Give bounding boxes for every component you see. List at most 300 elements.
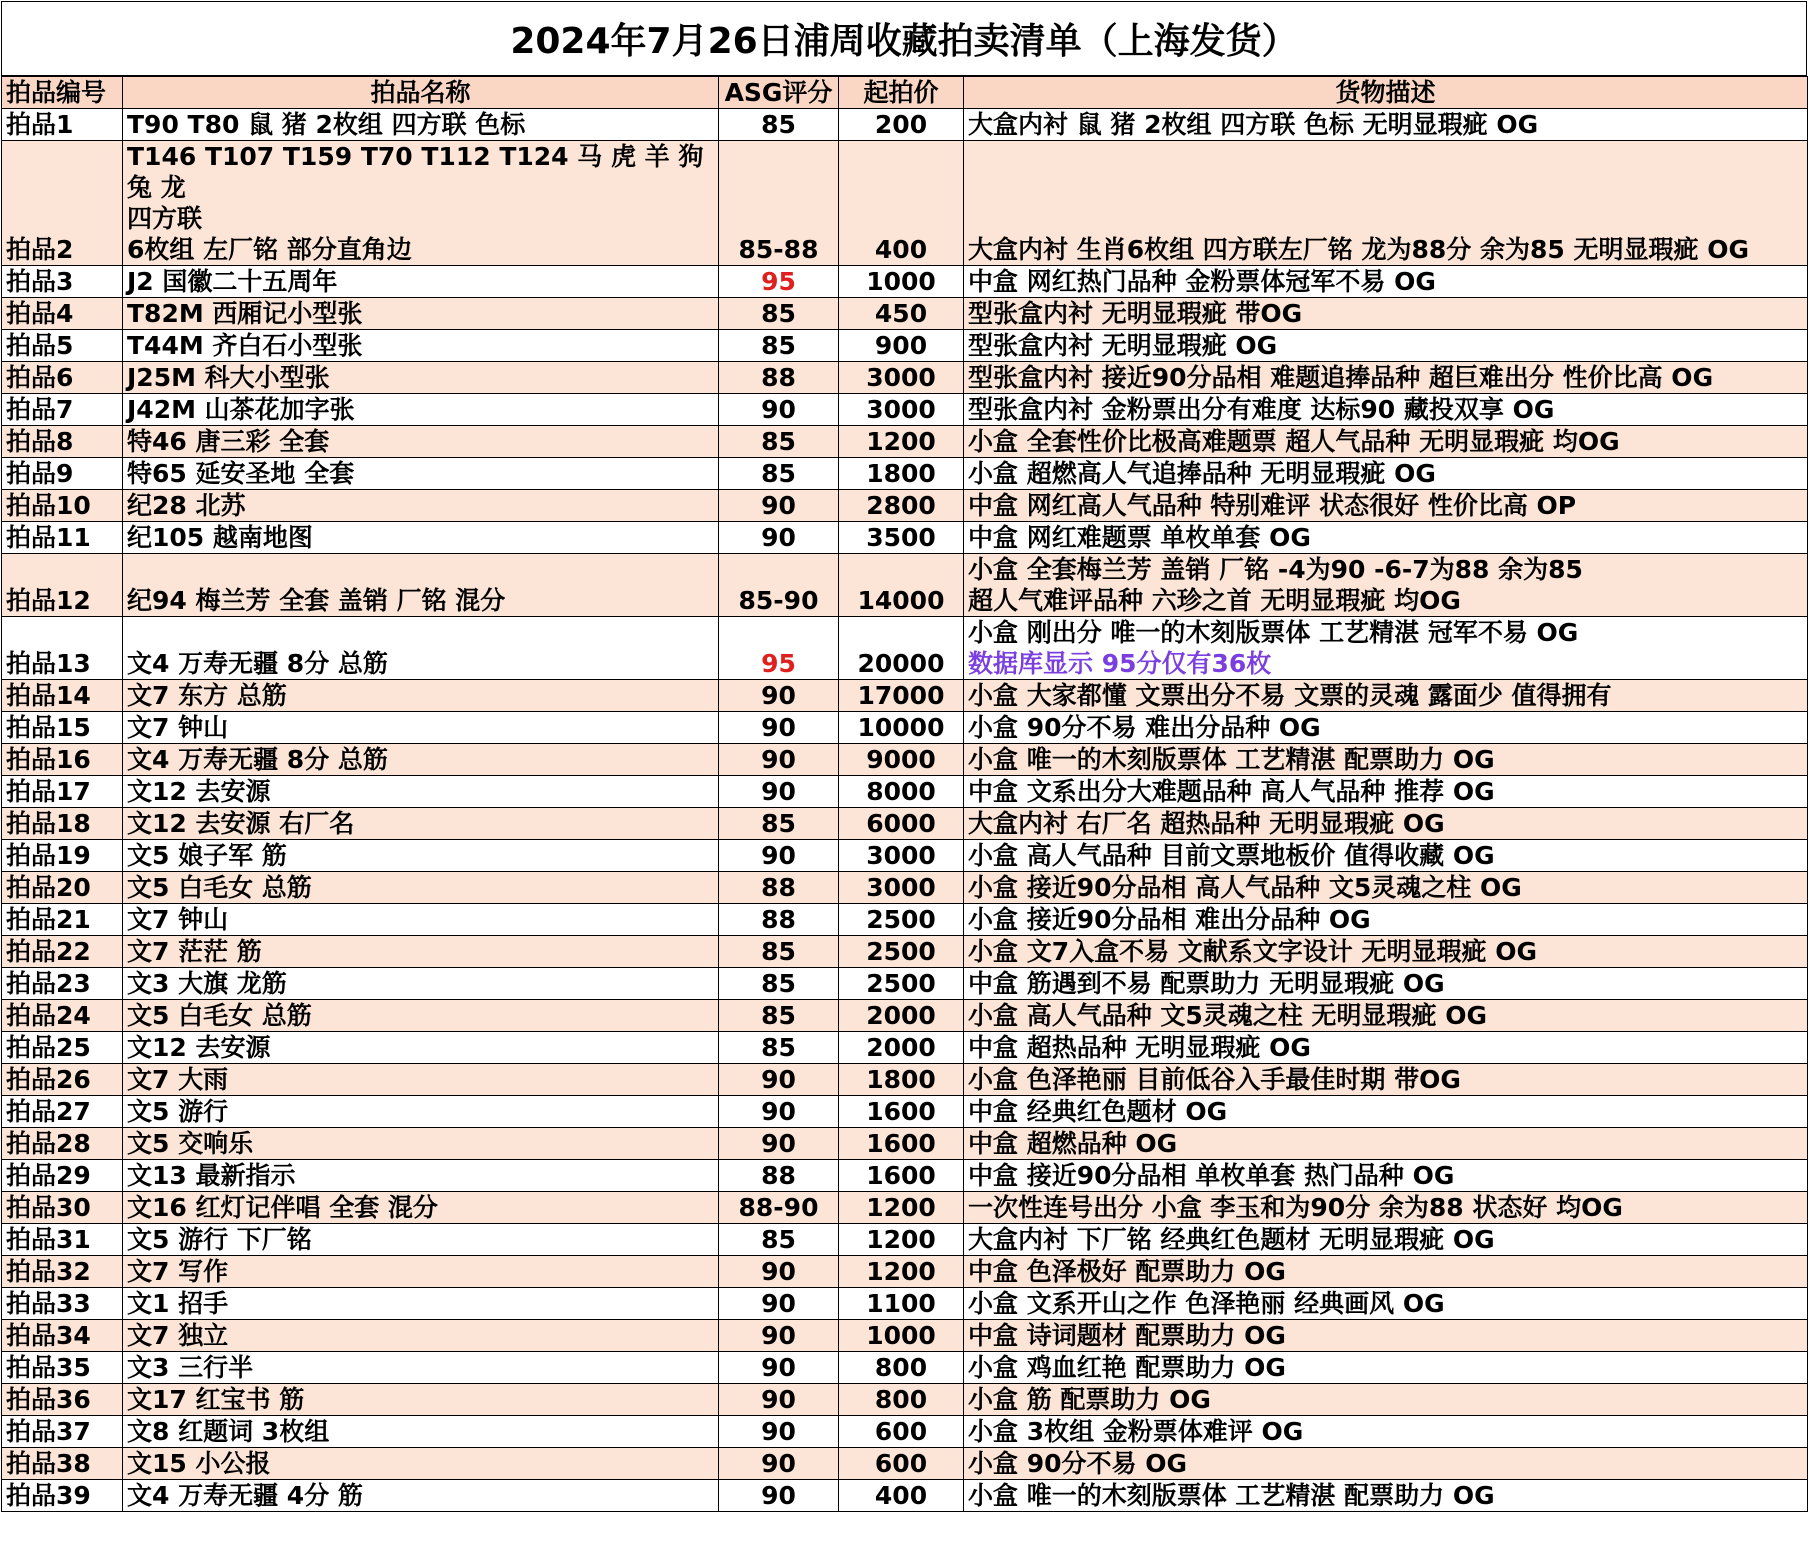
lot-number-cell: 拍品4 <box>2 298 123 330</box>
lot-number-cell: 拍品16 <box>2 744 123 776</box>
description-line: 小盒 接近90分品相 难出分品种 OG <box>968 905 1371 934</box>
description-line: 小盒 3枚组 金粉票体难评 OG <box>968 1417 1304 1446</box>
description-line: 小盒 超燃高人气追捧品种 无明显瑕疵 OG <box>968 459 1436 488</box>
asg-score-cell: 85 <box>719 808 839 840</box>
description-line: 小盒 大家都懂 文票出分不易 文票的灵魂 露面少 值得拥有 <box>968 681 1612 710</box>
lot-number-cell: 拍品15 <box>2 712 123 744</box>
asg-score-cell: 88 <box>719 904 839 936</box>
start-price-cell: 2000 <box>839 1032 964 1064</box>
lot-name-cell <box>123 362 719 394</box>
start-price-cell: 20000 <box>839 617 964 680</box>
lot-name-line: T44M 齐白石小型张 <box>127 331 363 360</box>
start-price-cell: 1100 <box>839 1288 964 1320</box>
table-row <box>2 330 1808 362</box>
lot-name-line: 文1 招手 <box>127 1289 229 1318</box>
asg-score-cell: 90 <box>719 1416 839 1448</box>
asg-score-cell: 90 <box>719 1096 839 1128</box>
table-row <box>2 744 1808 776</box>
table-row <box>2 458 1808 490</box>
start-price-cell: 1600 <box>839 1096 964 1128</box>
start-price-cell: 1600 <box>839 1128 964 1160</box>
lot-number-cell: 拍品10 <box>2 490 123 522</box>
description-cell <box>964 712 1808 744</box>
lot-name-cell <box>123 554 719 617</box>
lot-name-cell <box>123 904 719 936</box>
lot-name-line: 文16 红灯记伴唱 全套 混分 <box>127 1193 438 1222</box>
header-lot-name: 拍品名称 <box>123 77 719 109</box>
table-row <box>2 141 1808 266</box>
description-line: 中盒 接近90分品相 单枚单套 热门品种 OG <box>968 1161 1455 1190</box>
asg-score-cell: 90 <box>719 1288 839 1320</box>
table-row <box>2 936 1808 968</box>
table-row <box>2 1032 1808 1064</box>
start-price-cell: 800 <box>839 1384 964 1416</box>
start-price-cell: 800 <box>839 1352 964 1384</box>
lot-name-line: 文5 白毛女 总筋 <box>127 873 312 902</box>
start-price-cell: 2800 <box>839 490 964 522</box>
asg-score-cell: 90 <box>719 712 839 744</box>
asg-score-cell: 85-90 <box>719 554 839 617</box>
header-row <box>2 77 1808 109</box>
table-row <box>2 840 1808 872</box>
lot-name-cell <box>123 936 719 968</box>
table-row <box>2 1416 1808 1448</box>
start-price-cell: 1200 <box>839 1192 964 1224</box>
lot-name-line: 文7 钟山 <box>127 713 229 742</box>
asg-score-cell: 85 <box>719 330 839 362</box>
sheet-title: 2024年7月26日浦周收藏拍卖清单（上海发货） <box>1 1 1807 76</box>
description-line: 超人气难评品种 六珍之首 无明显瑕疵 均OG <box>968 586 1461 615</box>
description-cell <box>964 840 1808 872</box>
description-line: 一次性连号出分 小盒 李玉和为90分 余为88 状态好 均OG <box>968 1193 1623 1222</box>
lot-name-cell <box>123 1192 719 1224</box>
asg-score-cell: 85 <box>719 458 839 490</box>
lot-name-cell <box>123 1064 719 1096</box>
lot-name-line: 文3 大旗 龙筋 <box>127 969 287 998</box>
lot-name-line: 纪28 北苏 <box>127 491 246 520</box>
description-line: 小盒 90分不易 OG <box>968 1449 1187 1478</box>
description-cell <box>964 458 1808 490</box>
lot-name-line: 文15 小公报 <box>127 1449 271 1478</box>
lot-name-line: 文3 三行半 <box>127 1353 254 1382</box>
lot-name-line: 文7 独立 <box>127 1321 229 1350</box>
start-price-cell: 1000 <box>839 266 964 298</box>
start-price-cell: 2500 <box>839 936 964 968</box>
lot-number-cell: 拍品26 <box>2 1064 123 1096</box>
lot-name-line: 文5 游行 下厂铭 <box>127 1225 312 1254</box>
start-price-cell: 10000 <box>839 712 964 744</box>
description-line: 型张盒内衬 无明显瑕疵 带OG <box>968 299 1303 328</box>
lot-number-cell: 拍品34 <box>2 1320 123 1352</box>
description-cell <box>964 1000 1808 1032</box>
table-row <box>2 1064 1808 1096</box>
description-cell <box>964 936 1808 968</box>
lot-number-cell: 拍品29 <box>2 1160 123 1192</box>
description-cell <box>964 1064 1808 1096</box>
lot-name-line: J25M 科大小型张 <box>127 363 330 392</box>
description-cell <box>964 266 1808 298</box>
lot-number-cell: 拍品7 <box>2 394 123 426</box>
lot-name-cell <box>123 266 719 298</box>
lot-name-cell <box>123 776 719 808</box>
lot-name-cell <box>123 1096 719 1128</box>
asg-score-cell: 88 <box>719 362 839 394</box>
start-price-cell: 400 <box>839 1480 964 1512</box>
table-row <box>2 680 1808 712</box>
asg-score-cell: 85-88 <box>719 141 839 266</box>
lot-number-cell: 拍品17 <box>2 776 123 808</box>
description-cell <box>964 109 1808 141</box>
asg-score-cell: 90 <box>719 394 839 426</box>
lot-number-cell: 拍品37 <box>2 1416 123 1448</box>
lot-name-cell <box>123 458 719 490</box>
start-price-cell: 1600 <box>839 1160 964 1192</box>
lot-number-cell: 拍品8 <box>2 426 123 458</box>
lot-number-cell: 拍品13 <box>2 617 123 680</box>
lot-name-line: 文5 白毛女 总筋 <box>127 1001 312 1030</box>
start-price-cell: 2000 <box>839 1000 964 1032</box>
lot-number-cell: 拍品9 <box>2 458 123 490</box>
lot-name-line: 文12 去安源 右厂名 <box>127 809 355 838</box>
lot-number-cell: 拍品14 <box>2 680 123 712</box>
lot-number-cell: 拍品20 <box>2 872 123 904</box>
lot-number-cell: 拍品2 <box>2 141 123 266</box>
description-cell <box>964 1384 1808 1416</box>
lot-number-cell: 拍品6 <box>2 362 123 394</box>
lot-name-cell <box>123 872 719 904</box>
table-row <box>2 968 1808 1000</box>
lot-name-line: 文4 万寿无疆 8分 总筋 <box>127 745 388 774</box>
asg-score-cell: 90 <box>719 680 839 712</box>
lot-name-cell <box>123 968 719 1000</box>
table-row <box>2 1352 1808 1384</box>
table-row <box>2 1000 1808 1032</box>
asg-score-cell: 85 <box>719 1032 839 1064</box>
start-price-cell: 3500 <box>839 522 964 554</box>
lot-number-cell: 拍品38 <box>2 1448 123 1480</box>
lot-name-line: 纪105 越南地图 <box>127 523 313 552</box>
description-line: 中盒 诗词题材 配票助力 OG <box>968 1321 1286 1350</box>
lot-number-cell: 拍品35 <box>2 1352 123 1384</box>
lot-name-line: T146 T107 T159 T70 T112 T124 马 虎 羊 狗 兔 龙 <box>127 142 704 202</box>
lot-name-cell <box>123 1480 719 1512</box>
start-price-cell: 14000 <box>839 554 964 617</box>
header-start-price: 起拍价 <box>839 77 964 109</box>
description-cell <box>964 362 1808 394</box>
lot-number-cell: 拍品32 <box>2 1256 123 1288</box>
description-line: 大盒内衬 生肖6枚组 四方联左厂铭 龙为88分 余为85 无明显瑕疵 OG <box>968 235 1749 264</box>
asg-score-cell: 90 <box>719 1448 839 1480</box>
lot-name-cell <box>123 1352 719 1384</box>
description-line: 中盒 网红高人气品种 特别难评 状态很好 性价比高 OP <box>968 491 1577 520</box>
lot-name-line: J2 国徽二十五周年 <box>127 267 338 296</box>
description-line: 小盒 文7入盒不易 文献系文字设计 无明显瑕疵 OG <box>968 937 1537 966</box>
lot-number-cell: 拍品22 <box>2 936 123 968</box>
asg-score-cell: 95 <box>719 266 839 298</box>
asg-score-cell: 90 <box>719 744 839 776</box>
lot-name-cell <box>123 840 719 872</box>
description-cell <box>964 298 1808 330</box>
asg-score-cell: 90 <box>719 840 839 872</box>
lot-name-line: 四方联 <box>127 204 203 233</box>
lot-name-cell <box>123 1160 719 1192</box>
description-cell <box>964 394 1808 426</box>
table-row <box>2 298 1808 330</box>
description-cell <box>964 904 1808 936</box>
lot-name-line: 文7 大雨 <box>127 1065 229 1094</box>
lot-number-cell: 拍品36 <box>2 1384 123 1416</box>
lot-name-line: 文5 娘子军 筋 <box>127 841 287 870</box>
description-line: 中盒 经典红色题材 OG <box>968 1097 1228 1126</box>
description-cell <box>964 1320 1808 1352</box>
asg-score-cell: 90 <box>719 1128 839 1160</box>
asg-score-cell: 95 <box>719 617 839 680</box>
start-price-cell: 1000 <box>839 1320 964 1352</box>
table-row <box>2 712 1808 744</box>
lot-name-line: 文17 红宝书 筋 <box>127 1385 305 1414</box>
lot-name-cell <box>123 330 719 362</box>
description-cell <box>964 1480 1808 1512</box>
table-row <box>2 872 1808 904</box>
description-cell <box>964 490 1808 522</box>
description-cell <box>964 141 1808 266</box>
asg-score-cell: 90 <box>719 1384 839 1416</box>
table-row <box>2 1128 1808 1160</box>
lot-name-cell <box>123 1288 719 1320</box>
lot-name-line: 特46 唐三彩 全套 <box>127 427 330 456</box>
table-body <box>2 109 1808 1512</box>
description-cell <box>964 1096 1808 1128</box>
lot-name-cell <box>123 1384 719 1416</box>
start-price-cell: 1200 <box>839 1224 964 1256</box>
lot-name-line: 纪94 梅兰芳 全套 盖销 厂铭 混分 <box>127 586 506 615</box>
lot-number-cell: 拍品3 <box>2 266 123 298</box>
description-cell <box>964 1192 1808 1224</box>
asg-score-cell: 85 <box>719 968 839 1000</box>
start-price-cell: 17000 <box>839 680 964 712</box>
start-price-cell: 1800 <box>839 458 964 490</box>
start-price-cell: 3000 <box>839 362 964 394</box>
description-line: 小盒 筋 配票助力 OG <box>968 1385 1211 1414</box>
lot-name-cell <box>123 1032 719 1064</box>
table-row <box>2 1096 1808 1128</box>
lot-name-cell <box>123 109 719 141</box>
table-row <box>2 1256 1808 1288</box>
lot-name-line: 文5 交响乐 <box>127 1129 254 1158</box>
asg-score-cell: 88 <box>719 1160 839 1192</box>
start-price-cell: 450 <box>839 298 964 330</box>
description-cell <box>964 1416 1808 1448</box>
start-price-cell: 2500 <box>839 968 964 1000</box>
lot-number-cell: 拍品24 <box>2 1000 123 1032</box>
asg-score-cell: 90 <box>719 1320 839 1352</box>
description-line: 大盒内衬 下厂铭 经典红色题材 无明显瑕疵 OG <box>968 1225 1495 1254</box>
lot-name-line: 文4 万寿无疆 4分 筋 <box>127 1481 363 1510</box>
description-cell <box>964 1128 1808 1160</box>
lot-name-line: 文12 去安源 <box>127 777 271 806</box>
description-line: 小盒 色泽艳丽 目前低谷入手最佳时期 带OG <box>968 1065 1461 1094</box>
lot-name-cell <box>123 808 719 840</box>
lot-name-line: J42M 山茶花加字张 <box>127 395 355 424</box>
lot-number-cell: 拍品39 <box>2 1480 123 1512</box>
asg-score-cell: 90 <box>719 1064 839 1096</box>
description-cell <box>964 1256 1808 1288</box>
lot-name-cell <box>123 712 719 744</box>
lot-name-cell <box>123 394 719 426</box>
start-price-cell: 600 <box>839 1416 964 1448</box>
asg-score-cell: 90 <box>719 490 839 522</box>
table-row <box>2 904 1808 936</box>
lot-name-line: 文4 万寿无疆 8分 总筋 <box>127 649 388 678</box>
table-row <box>2 362 1808 394</box>
description-cell <box>964 1224 1808 1256</box>
start-price-cell: 200 <box>839 109 964 141</box>
description-cell <box>964 1352 1808 1384</box>
table-row <box>2 1160 1808 1192</box>
description-cell <box>964 522 1808 554</box>
description-cell <box>964 968 1808 1000</box>
description-cell <box>964 617 1808 680</box>
lot-name-cell <box>123 1448 719 1480</box>
header-lot-number: 拍品编号 <box>2 77 123 109</box>
lot-name-line: T90 T80 鼠 猪 2枚组 四方联 色标 <box>127 110 526 139</box>
lot-name-cell <box>123 1128 719 1160</box>
table-row <box>2 808 1808 840</box>
table-row <box>2 266 1808 298</box>
lot-name-line: 文8 红题词 3枚组 <box>127 1417 330 1446</box>
description-cell <box>964 1288 1808 1320</box>
description-cell <box>964 808 1808 840</box>
start-price-cell: 1200 <box>839 426 964 458</box>
lot-name-cell <box>123 141 719 266</box>
lot-name-line: 文5 游行 <box>127 1097 229 1126</box>
lot-number-cell: 拍品12 <box>2 554 123 617</box>
lot-number-cell: 拍品11 <box>2 522 123 554</box>
lot-number-cell: 拍品19 <box>2 840 123 872</box>
lot-number-cell: 拍品18 <box>2 808 123 840</box>
asg-score-cell: 90 <box>719 522 839 554</box>
lot-number-cell: 拍品28 <box>2 1128 123 1160</box>
description-line: 大盒内衬 鼠 猪 2枚组 四方联 色标 无明显瑕疵 OG <box>968 110 1539 139</box>
table-row <box>2 1288 1808 1320</box>
lot-name-cell <box>123 1416 719 1448</box>
description-cell <box>964 426 1808 458</box>
description-cell <box>964 744 1808 776</box>
start-price-cell: 600 <box>839 1448 964 1480</box>
lot-name-cell <box>123 298 719 330</box>
description-line: 中盒 色泽极好 配票助力 OG <box>968 1257 1286 1286</box>
description-line: 数据库显示 95分仅有36枚 <box>968 649 1272 678</box>
lot-name-cell <box>123 1320 719 1352</box>
lot-number-cell: 拍品5 <box>2 330 123 362</box>
description-line: 中盒 超燃品种 OG <box>968 1129 1178 1158</box>
asg-score-cell: 85 <box>719 109 839 141</box>
description-cell <box>964 1032 1808 1064</box>
lot-name-line: T82M 西厢记小型张 <box>127 299 363 328</box>
description-line: 小盒 高人气品种 文5灵魂之柱 无明显瑕疵 OG <box>968 1001 1487 1030</box>
lot-name-line: 文7 钟山 <box>127 905 229 934</box>
start-price-cell: 1200 <box>839 1256 964 1288</box>
table-row <box>2 1448 1808 1480</box>
lot-name-cell <box>123 680 719 712</box>
table-row <box>2 109 1808 141</box>
asg-score-cell: 85 <box>719 1000 839 1032</box>
description-line: 小盒 90分不易 难出分品种 OG <box>968 713 1321 742</box>
asg-score-cell: 90 <box>719 1256 839 1288</box>
lot-number-cell: 拍品25 <box>2 1032 123 1064</box>
description-cell <box>964 776 1808 808</box>
start-price-cell: 6000 <box>839 808 964 840</box>
lot-number-cell: 拍品33 <box>2 1288 123 1320</box>
description-line: 中盒 超热品种 无明显瑕疵 OG <box>968 1033 1311 1062</box>
description-cell <box>964 1160 1808 1192</box>
lot-name-line: 6枚组 左厂铭 部分直角边 <box>127 235 412 264</box>
description-line: 中盒 网红难题票 单枚单套 OG <box>968 523 1311 552</box>
asg-score-cell: 85 <box>719 298 839 330</box>
description-line: 小盒 鸡血红艳 配票助力 OG <box>968 1353 1286 1382</box>
lot-name-line: 文7 茫茫 筋 <box>127 937 262 966</box>
description-cell <box>964 872 1808 904</box>
table-row <box>2 554 1808 617</box>
lot-name-cell <box>123 1224 719 1256</box>
lot-name-line: 文13 最新指示 <box>127 1161 296 1190</box>
lot-name-cell <box>123 617 719 680</box>
start-price-cell: 900 <box>839 330 964 362</box>
description-line: 型张盒内衬 金粉票出分有难度 达标90 藏投双享 OG <box>968 395 1555 424</box>
asg-score-cell: 85 <box>719 936 839 968</box>
start-price-cell: 3000 <box>839 840 964 872</box>
description-line: 小盒 全套性价比极高难题票 超人气品种 无明显瑕疵 均OG <box>968 427 1620 456</box>
table-row <box>2 1320 1808 1352</box>
table-row <box>2 776 1808 808</box>
asg-score-cell: 90 <box>719 1480 839 1512</box>
description-line: 小盒 全套梅兰芳 盖销 厂铭 -4为90 -6-7为88 余为85 <box>968 555 1583 584</box>
description-line: 型张盒内衬 无明显瑕疵 OG <box>968 331 1278 360</box>
description-line: 型张盒内衬 接近90分品相 难题追捧品种 超巨难出分 性价比高 OG <box>968 363 1714 392</box>
table-row <box>2 1480 1808 1512</box>
lot-number-cell: 拍品30 <box>2 1192 123 1224</box>
lot-name-line: 文7 写作 <box>127 1257 229 1286</box>
description-cell <box>964 330 1808 362</box>
lot-number-cell: 拍品23 <box>2 968 123 1000</box>
table-row <box>2 522 1808 554</box>
header-asg-score: ASG评分 <box>719 77 839 109</box>
description-line: 小盒 接近90分品相 高人气品种 文5灵魂之柱 OG <box>968 873 1522 902</box>
lot-name-line: 文12 去安源 <box>127 1033 271 1062</box>
lot-name-cell <box>123 522 719 554</box>
start-price-cell: 2500 <box>839 904 964 936</box>
description-cell <box>964 680 1808 712</box>
lot-name-line: 文7 东方 总筋 <box>127 681 287 710</box>
description-line: 小盒 唯一的木刻版票体 工艺精湛 配票助力 OG <box>968 1481 1495 1510</box>
lot-name-cell <box>123 1256 719 1288</box>
table-row <box>2 617 1808 680</box>
description-line: 中盒 筋遇到不易 配票助力 无明显瑕疵 OG <box>968 969 1445 998</box>
table-row <box>2 394 1808 426</box>
description-cell <box>964 1448 1808 1480</box>
start-price-cell: 1800 <box>839 1064 964 1096</box>
description-cell <box>964 554 1808 617</box>
description-line: 小盒 文系开山之作 色泽艳丽 经典画风 OG <box>968 1289 1445 1318</box>
asg-score-cell: 85 <box>719 426 839 458</box>
asg-score-cell: 90 <box>719 776 839 808</box>
lot-name-cell <box>123 744 719 776</box>
lot-number-cell: 拍品27 <box>2 1096 123 1128</box>
lot-number-cell: 拍品21 <box>2 904 123 936</box>
description-line: 小盒 刚出分 唯一的木刻版票体 工艺精湛 冠军不易 OG <box>968 618 1579 647</box>
lot-name-cell <box>123 490 719 522</box>
table-row <box>2 1384 1808 1416</box>
